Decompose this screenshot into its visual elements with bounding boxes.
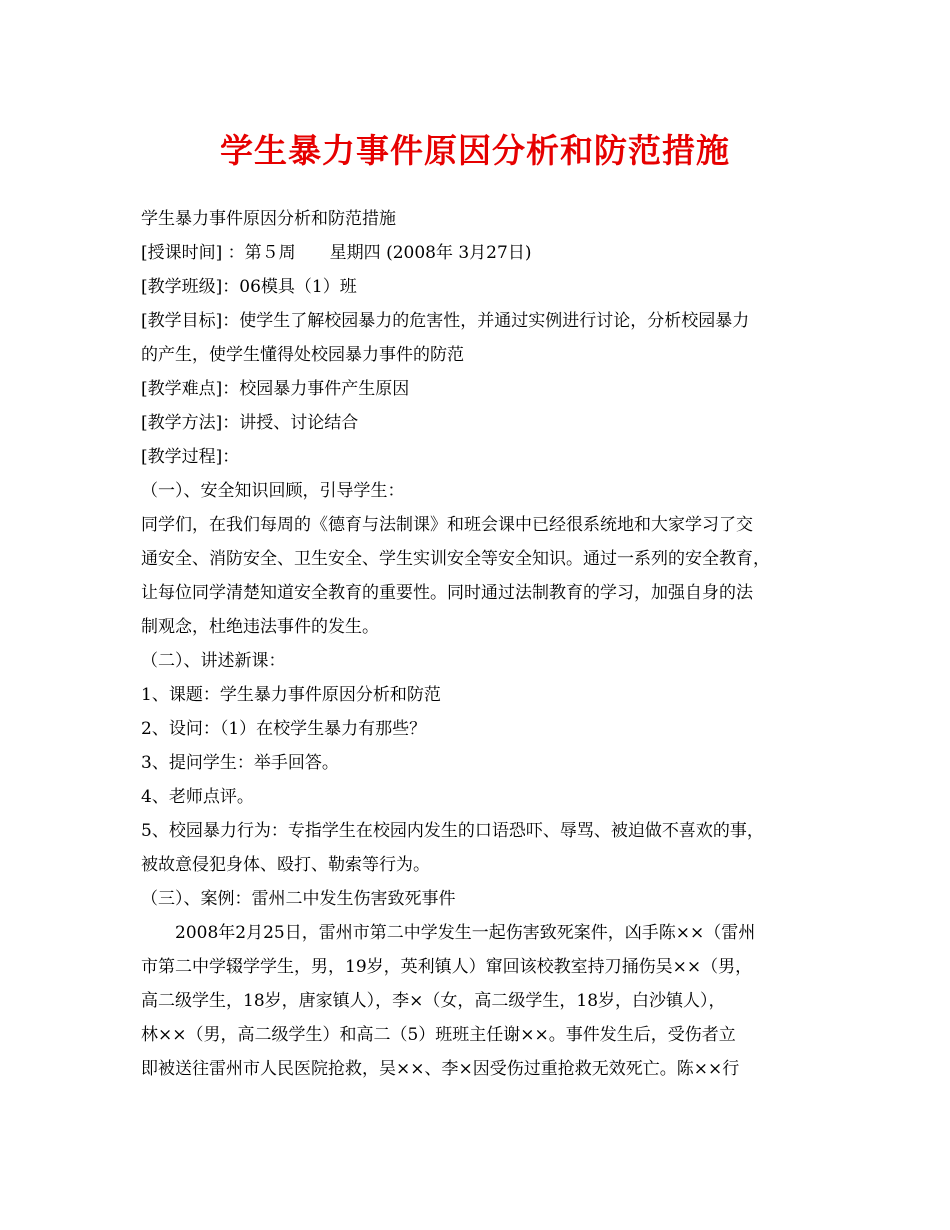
lesson-title-line: 学生暴力事件原因分析和防范措施 bbox=[141, 209, 396, 229]
case-paragraph-line: 高二级学生，18岁，唐家镇人），李×（女，高二级学生，18岁，白沙镇人）， bbox=[141, 991, 726, 1011]
list-item: 1、课题：学生暴力事件原因分析和防范 bbox=[141, 685, 441, 705]
case-paragraph-line: 林××（男，高二级学生）和高二（5）班班主任谢××。事件发生后，受伤者立 bbox=[141, 1025, 736, 1045]
list-item: 2、设问：（1）在校学生暴力有那些？ bbox=[141, 719, 427, 739]
document-title: 学生暴力事件原因分析和防范措施 bbox=[220, 131, 730, 170]
teaching-difficulty-line: [教学难点]：校园暴力事件产生原因 bbox=[141, 379, 410, 399]
paragraph-line: 让每位同学清楚知道安全教育的重要性。同时通过法制教育的学习，加强自身的法 bbox=[141, 583, 753, 603]
case-paragraph-line: 市第二中学辍学学生，男，19岁，英利镇人）窜回该校教室持刀捅伤吴××（男， bbox=[141, 957, 753, 977]
teaching-goal-line-cont: 的产生，使学生懂得处校园暴力事件的防范 bbox=[141, 345, 464, 365]
list-item: 4、老师点评。 bbox=[141, 787, 254, 807]
section-one-heading: （一）、安全知识回顾，引导学生： bbox=[141, 481, 405, 501]
teaching-process-heading: [教学过程]： bbox=[141, 447, 240, 467]
list-item: 5、校园暴力行为：专指学生在校园内发生的口语恐吓、辱骂、被迫做不喜欢的事， bbox=[141, 821, 764, 841]
paragraph-line: 制观念，杜绝违法事件的发生。 bbox=[141, 617, 379, 637]
list-item-cont: 被故意侵犯身体、殴打、勒索等行为。 bbox=[141, 855, 430, 875]
case-paragraph-line: 2008年2月25日，雷州市第二中学发生一起伤害致死案件，凶手陈××（雷州 bbox=[141, 923, 756, 943]
list-item: 3、提问学生：举手回答。 bbox=[141, 753, 339, 773]
case-paragraph-line: 即被送往雷州市人民医院抢救，吴××、李×因受伤过重抢救无效死亡。陈××行 bbox=[141, 1059, 740, 1079]
teaching-goal-line: [教学目标]：使学生了解校园暴力的危害性，并通过实例进行讨论，分析校园暴力 bbox=[141, 311, 750, 331]
class-group-line: [教学班级]：06模具（1）班 bbox=[141, 277, 357, 297]
section-three-heading: （三）、案例：雷州二中发生伤害致死事件 bbox=[141, 889, 456, 909]
paragraph-line: 通安全、消防安全、卫生安全、学生实训安全等安全知识。通过一系列的安全教育， bbox=[141, 549, 770, 569]
section-two-heading: （二）、讲述新课： bbox=[141, 651, 286, 671]
class-time-line: [授课时间] ：第５周 星期四 (2008年 3月27日) bbox=[141, 243, 532, 263]
teaching-method-line: [教学方法]：讲授、讨论结合 bbox=[141, 413, 359, 433]
document-body bbox=[141, 202, 821, 1086]
paragraph-line: 同学们，在我们每周的《德育与法制课》和班会课中已经很系统地和大家学习了交 bbox=[141, 515, 753, 535]
